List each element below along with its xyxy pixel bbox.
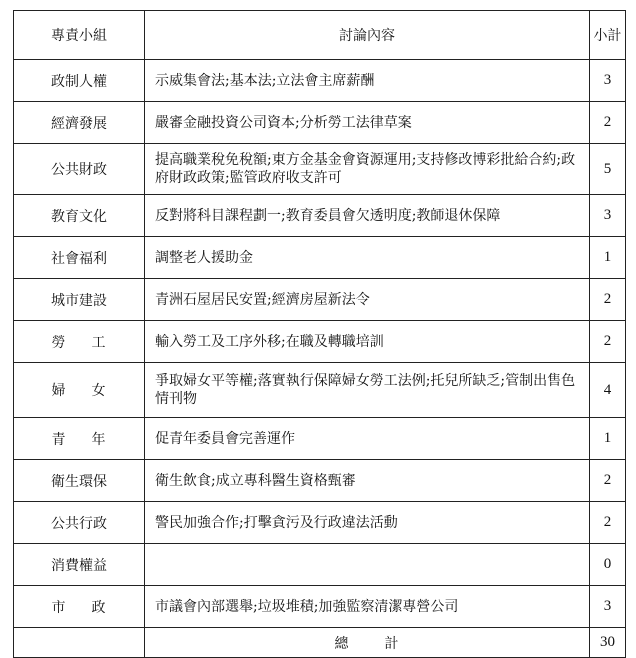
content-cell: 警民加強合作;打擊貪污及行政違法活動 (145, 502, 590, 544)
table-row (14, 418, 626, 460)
count-cell: 1 (590, 418, 626, 460)
content-cell: 輸入勞工及工序外移;在職及轉職培訓 (145, 321, 590, 363)
header-content: 討論內容 (145, 11, 590, 60)
table-row (14, 279, 626, 321)
group-cell: 婦女 (14, 363, 145, 418)
table-row (14, 502, 626, 544)
content-cell: 爭取婦女平等權;落實執行保障婦女勞工法例;托兒所缺乏;管制出售色情刊物 (145, 363, 590, 418)
content-cell: 調整老人援助金 (145, 237, 590, 279)
count-cell: 3 (590, 586, 626, 628)
table-row (14, 363, 626, 418)
group-cell: 社會福利 (14, 237, 145, 279)
table-row (14, 237, 626, 279)
count-cell: 4 (590, 363, 626, 418)
content-cell: 嚴審金融投資公司資本;分析勞工法律草案 (145, 102, 590, 144)
group-cell: 經濟發展 (14, 102, 145, 144)
count-cell: 3 (590, 195, 626, 237)
count-cell: 2 (590, 102, 626, 144)
total-empty-cell (14, 628, 145, 658)
group-cell: 公共財政 (14, 144, 145, 195)
group-cell: 城市建設 (14, 279, 145, 321)
table-row (14, 195, 626, 237)
content-cell: 青洲石屋居民安置;經濟房屋新法令 (145, 279, 590, 321)
header-group: 專責小組 (14, 11, 145, 60)
table-row (14, 60, 626, 102)
group-cell: 政制人權 (14, 60, 145, 102)
group-cell: 公共行政 (14, 502, 145, 544)
total-count: 30 (590, 628, 626, 658)
content-cell: 衛生飲食;成立專科醫生資格甄審 (145, 460, 590, 502)
count-cell: 2 (590, 502, 626, 544)
content-cell: 提高職業稅免稅額;東方金基金會資源運用;支持修改博彩批給合約;政府財政政策;監管政府收支許可 (145, 144, 590, 195)
total-row (14, 628, 626, 658)
count-cell: 2 (590, 279, 626, 321)
group-cell: 教育文化 (14, 195, 145, 237)
group-cell: 青年 (14, 418, 145, 460)
content-cell: 示威集會法;基本法;立法會主席薪酬 (145, 60, 590, 102)
group-cell: 勞工 (14, 321, 145, 363)
count-cell: 2 (590, 321, 626, 363)
count-cell: 0 (590, 544, 626, 586)
content-cell: 反對將科目課程劃一;教育委員會欠透明度;教師退休保障 (145, 195, 590, 237)
group-cell: 消費權益 (14, 544, 145, 586)
header-count: 小計 (590, 11, 626, 60)
group-cell: 衛生環保 (14, 460, 145, 502)
table-row (14, 460, 626, 502)
count-cell: 2 (590, 460, 626, 502)
table-row (14, 321, 626, 363)
count-cell: 1 (590, 237, 626, 279)
table-row (14, 102, 626, 144)
group-cell: 市政 (14, 586, 145, 628)
content-cell (145, 544, 590, 586)
content-cell: 促青年委員會完善運作 (145, 418, 590, 460)
table-row (14, 586, 626, 628)
content-cell: 市議會內部選舉;垃圾堆積;加強監察清潔專營公司 (145, 586, 590, 628)
count-cell: 5 (590, 144, 626, 195)
table-row (14, 544, 626, 586)
count-cell: 3 (590, 60, 626, 102)
total-label: 總計 (145, 628, 590, 658)
header-row (14, 11, 626, 60)
table-row (14, 144, 626, 195)
